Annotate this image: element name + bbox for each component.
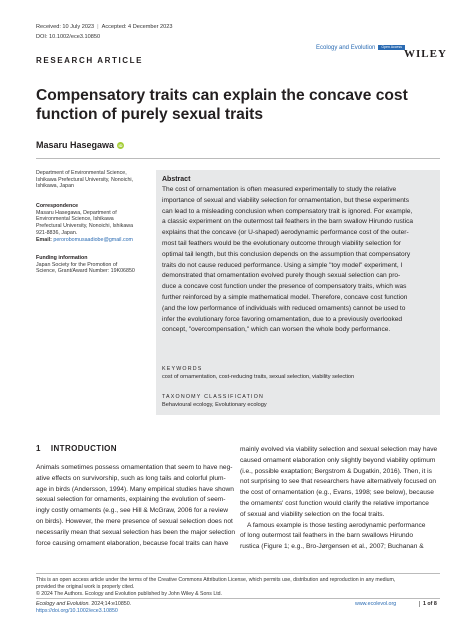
license-line: This is an open access article under the terms of the Creative Commons Attribution License, which permits use, distribution and reproduction in any medium, [36,577,396,583]
body-line: sexual selection for ornaments, explaining the evolution of seem- [36,496,226,504]
correspondence [36,203,150,243]
email-label: Email: [36,236,52,243]
abstract-line: demonstrated that ornamentation evolved purely though sexual selection can pro- [162,272,401,280]
keywords-heading: KEYWORDS [162,366,203,372]
affiliation-line: Ishikawa, Japan [36,183,74,190]
abstract-heading: Abstract [162,176,191,183]
abstract-line: optimal tail length, but this conclusion depends on the assumption that compensatory [162,250,411,258]
abstract-line: can lead to a misleading conclusion when compensatory trait is ignored. For example, [162,207,413,215]
title-divider [36,158,440,159]
journal-logo[interactable] [316,45,405,51]
author-name: Masaru Hasegawa [36,140,115,150]
funding-heading: Funding information [36,255,88,261]
abstract-line: concept, "overcompensation," which can worsen the whole body performance. [162,326,391,334]
abstract-line: a classic experiment on the outermost tail feathers in the barn swallow Hirundo rustica [162,218,414,226]
body-line: on birds). However, the mere presence of sexual selection does not [36,517,233,525]
correspondence-line: Prefectural University, Nonoichi, Ishikawa [36,223,134,230]
body-line: (i.e., possible exaptation; Bergstrom & Dugatkin, 2016). Then, it is [240,467,432,475]
body-column-left [36,463,236,549]
body-line: the cost of ornamentation (e.g., Evans, 1998; see below), because [240,489,434,497]
abstract-line: further reinforced by a simple mathematical model. Therefore, concave cost function [162,293,408,301]
abstract-line: duce a concave cost function under the presence of compensatory traits, which was [162,283,407,291]
body-line: ative effects on survivorship, such as long tails and colorful plum- [36,474,226,482]
affiliation [36,170,150,190]
journal-name: Ecology and Evolution [316,45,376,52]
page-number: 1 of 8 [423,601,437,607]
article-title: Compensatory traits can explain the concave cost function of purely sexual traits [36,87,408,123]
orcid-icon[interactable]: iD [118,143,123,148]
abstract-line: explains that the concave (or U-shaped) aerodynamic performance cost of the outer- [162,229,409,237]
body-line: mainly evolved via viability selection and sexual selection may have [240,446,438,453]
section-title: INTRODUCTION [50,444,117,453]
citation [36,601,131,615]
submission-dates: Received: 10 July 2023 | Accepted: 4 December 2023 [36,24,173,30]
funding-line: Japan Society for the Promotion of [36,261,118,268]
bottom-divider [36,598,440,599]
abstract-line: The cost of ornamentation is often measured experimentally to study the relative [162,186,397,193]
affiliation-line: Department of Environmental Science, [36,170,127,176]
section-number: 1 [36,444,41,453]
body-line: force causing ornament elaboration, because focal traits can have [36,539,229,547]
email-link[interactable]: perorobomusaadiobe@gmail.com [53,236,133,243]
body-line: ingly costly ornaments (e.g., see Hill & McGraw, 2006 for a review [36,507,229,515]
correspondence-heading: Correspondence [36,203,79,209]
abstract-text [162,185,435,336]
affiliation-line: Ishikawa Prefectural University, Nonoichi, [36,176,134,183]
footer-divider [36,573,440,574]
article-type: RESEARCH ARTICLE [36,56,144,65]
license-line: provided the original work is properly cited. [36,583,135,590]
author-line [36,140,124,150]
body-line: A famous example is those testing aerodynamic performance [240,521,426,529]
taxonomy-heading: TAXONOMY CLASSIFICATION [162,394,265,400]
body-line: necessarily mean that sexual selection has been the major selection [36,528,236,536]
body-line: rustica (Figure 1; e.g., Bro-Jørgensen et al., 2007; Buchanan & [240,543,424,551]
citation-journal: Ecology and Evolution. [36,601,90,607]
body-line: of long outermost tail feathers in the barn swallows Hirundo [240,532,413,540]
funding [36,255,150,275]
body-column-right [240,445,440,553]
abstract-line: traits do not cause reduced performance. Using a simple "toy model" experiment, I [162,261,403,269]
publisher-logo[interactable]: WILEY [404,48,447,60]
citation-volume: 2024;14:e10850. [89,601,132,607]
keywords: cost of ornamentation, cost-reducing traits, sexual selection, viability selection [162,374,355,380]
page-indicator [416,601,437,607]
correspondence-line: Environmental Science, Ishikawa [36,216,114,223]
license-notice [36,577,440,597]
email-line [36,237,150,244]
abstract-line: (and the low performance of individuals with reduced ornaments) cannot be used to [162,304,406,312]
body-line: caused ornament elaboration only slightly beyond viability optimum [240,456,436,464]
funding-line: Science, Grant/Award Number: 19K06850 [36,268,135,275]
license-line: © 2024 The Authors. Ecology and Evolution published by John Wiley & Sons Ltd. [36,590,222,597]
accepted-date: Accepted: 4 December 2023 [101,24,173,30]
open-access-badge: Open Access [378,45,405,50]
body-line: of sexual and viability selection on the focal traits. [240,510,385,518]
body-line: the ornaments' cost function would clarify the relative importance [240,499,429,507]
body-line: not surprising to see that researchers have alternatively focused on [240,478,437,486]
citation-url[interactable]: https://doi.org/10.1002/ece3.10850 [36,607,118,614]
doi[interactable]: DOI: 10.1002/ece3.10850 [36,34,101,40]
abstract-line: most tail feathers would be the evolutionary outcome through viability selection for [162,239,401,247]
journal-website[interactable]: www.ecolevol.org [355,601,397,607]
body-line: age in birds (Andersson, 1994). Many empirical studies have shown [36,485,234,493]
section-heading [36,444,117,453]
body-line: Animals sometimes possess ornamentation that seem to have neg- [36,464,233,471]
correspondence-line: Masaru Hasegawa, Department of [36,209,117,216]
received-date: Received: 10 July 2023 [36,24,95,30]
correspondence-line: 921-8836, Japan. [36,229,78,236]
abstract-line: infer the evolutionary force favoring ornamentation, due to a previously overlooked [162,315,403,323]
abstract-line: importance of sexual and viability selection for ornamentation, but these experiments [162,196,410,204]
taxonomy: Behavioural ecology, Evolutionary ecology [162,402,267,408]
